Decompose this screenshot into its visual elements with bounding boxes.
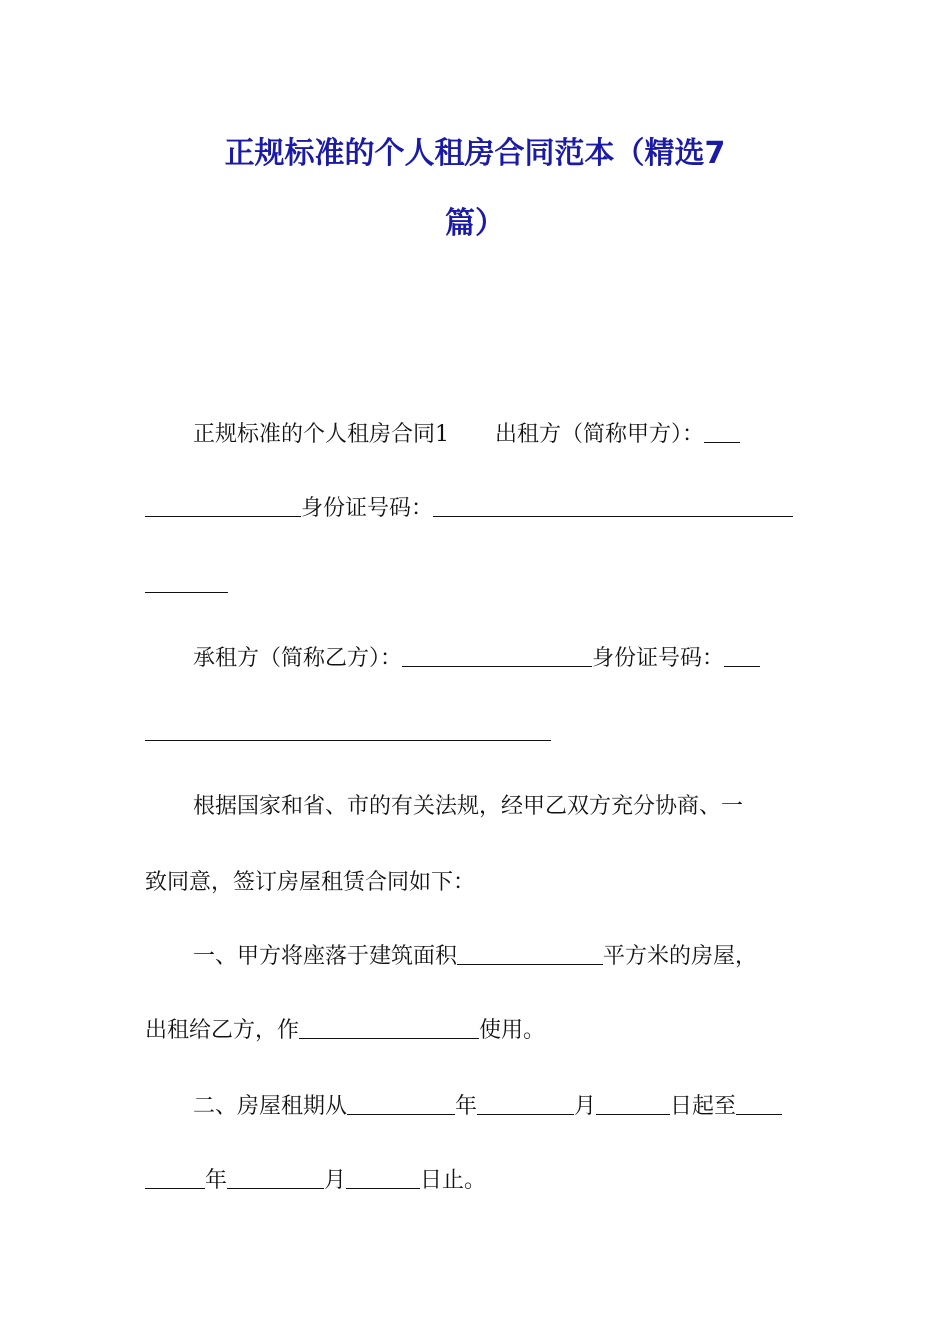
usage-blank: [299, 1016, 479, 1039]
paragraph-3-line-2: 致同意，签订房屋租赁合同如下：: [145, 870, 476, 895]
document-title-line-2: 篇）: [445, 206, 505, 241]
start-year-blank: [347, 1092, 455, 1115]
lessee-id-label: 身份证号码：: [592, 646, 725, 671]
term-from-text: 二、房屋租期从: [193, 1094, 348, 1119]
start-day-blank: [596, 1092, 670, 1115]
paragraph-1-line-1: [145, 420, 807, 450]
end-month-blank: [227, 1166, 324, 1189]
year-label-2: 年: [205, 1168, 228, 1193]
lessor-name-blank: [704, 420, 740, 443]
lessor-id-blank-cont: [145, 570, 228, 593]
lessor-label: 出租方（简称甲方）：: [495, 422, 705, 447]
start-month-blank: [477, 1092, 574, 1115]
end-year-blank: [736, 1092, 782, 1115]
paragraph-3-line-1: 根据国家和省、市的有关法规，经甲乙双方充分协商、一: [193, 794, 744, 819]
area-unit-text: 平方米的房屋，: [603, 944, 758, 969]
lease-to-text: 出租给乙方，作: [145, 1018, 300, 1043]
lessee-id-blank: [724, 644, 760, 667]
contract-heading: 正规标准的个人租房合同1: [193, 422, 449, 447]
paragraph-2-line-1: [145, 644, 807, 674]
lessor-id-blank: [433, 494, 793, 517]
lessee-id-blank-cont: [145, 718, 551, 741]
area-text: 一、甲方将座落于建筑面积: [193, 944, 458, 969]
paragraph-5-line-1: [145, 1092, 807, 1122]
paragraph-5-line-2: [145, 1166, 807, 1196]
paragraph-2-line-2: [145, 718, 807, 748]
lessee-name-blank: [402, 644, 592, 667]
paragraph-4-line-1: [145, 942, 807, 972]
day-from-label: 日起至: [670, 1094, 737, 1119]
paragraph-1-line-3: [145, 570, 807, 600]
end-day-blank: [346, 1166, 420, 1189]
paragraph-1-line-2: [145, 494, 807, 524]
end-year-blank-cont: [145, 1166, 205, 1189]
document-title-line-1: 正规标准的个人租房合同范本（精选7: [224, 136, 726, 171]
day-to-label: 日止。: [420, 1168, 487, 1193]
lessee-label: 承租方（简称乙方）：: [193, 646, 403, 671]
month-label-2: 月: [324, 1168, 347, 1193]
area-blank: [457, 942, 603, 965]
month-label-1: 月: [574, 1094, 597, 1119]
year-label-1: 年: [455, 1094, 478, 1119]
lessor-name-blank-cont: [145, 494, 301, 517]
lessor-id-label: 身份证号码：: [301, 496, 434, 521]
paragraph-4-line-2: [145, 1016, 807, 1046]
usage-text: 使用。: [479, 1018, 546, 1043]
